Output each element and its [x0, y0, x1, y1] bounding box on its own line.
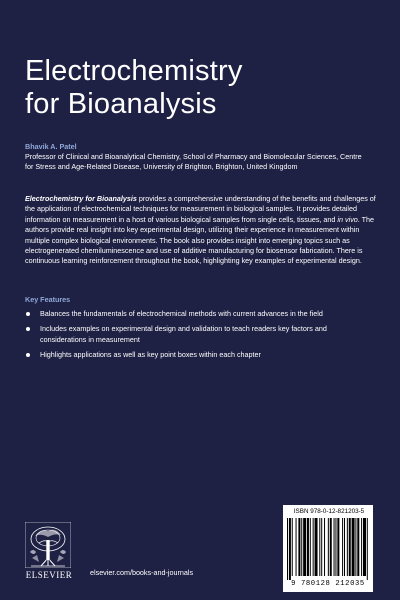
- barcode-bar: [363, 518, 366, 576]
- barcode-bar: [313, 518, 314, 576]
- barcode-bar: [303, 518, 306, 576]
- barcode-bar: [328, 518, 329, 576]
- key-feature-item: [25, 324, 370, 345]
- author-affiliation: Professor of Clinical and Bioanalytical Chemistry, School of Pharmacy and Biomolecular Sciences, Centre for Stress and Age-Related Disease, University of Brighton, Brighton, United Kingdom: [25, 152, 362, 171]
- key-features-list: [25, 309, 370, 366]
- key-feature-item: [25, 350, 370, 360]
- barcode-bar: [349, 518, 351, 576]
- barcode-bar: [342, 518, 343, 576]
- barcode-bar: [347, 518, 348, 576]
- barcode-icon: [287, 518, 369, 580]
- isbn-text: ISBN 978-0-12-821203-5: [293, 508, 365, 515]
- barcode-bar: [352, 518, 355, 576]
- barcode-bar: [344, 518, 345, 576]
- barcode-bar: [367, 518, 368, 580]
- publisher-name: ELSEVIER: [25, 570, 73, 580]
- barcode-bar: [361, 518, 362, 576]
- bullet-icon: [26, 312, 30, 316]
- barcode-bar: [287, 518, 288, 580]
- key-feature-text: Balances the fundamentals of electrochemical methods with current advances in the field: [40, 309, 323, 318]
- barcode-bar: [310, 518, 311, 576]
- book-title-line2: for Bioanalysis: [25, 88, 217, 120]
- barcode-bar: [334, 518, 335, 576]
- elsevier-tree-logo-icon: [25, 522, 71, 568]
- bullet-icon: [26, 353, 30, 357]
- barcode-bar: [292, 518, 293, 576]
- barcode-bar: [324, 518, 325, 576]
- barcode-bar: [315, 518, 318, 576]
- barcode-bar: [321, 518, 322, 576]
- barcode-bar: [319, 518, 320, 576]
- key-feature-text: Highlights applications as well as key point boxes within each chapter: [40, 350, 261, 360]
- key-feature-item: [25, 309, 370, 319]
- bullet-icon: [26, 327, 30, 331]
- author-name: Bhavik A. Patel: [25, 142, 77, 151]
- barcode-bar: [307, 518, 309, 576]
- description-part2: . The authors provide real insight into key experimental design, utilizing their experience in measurement within multiple complex biological environments. The book also provides insight into emerging topics such as electrogenerated chemiluminescence and use of additive manufacturing for biosensor fabrication. There is continuous learning reinforcement throughout the book, highlighting key examples of experimental design.: [25, 214, 375, 266]
- barcode-bar: [301, 518, 302, 576]
- barcode-bar: [337, 518, 339, 576]
- barcode-bar: [330, 518, 332, 576]
- barcode-panel: [283, 505, 373, 592]
- barcode-bar: [296, 518, 297, 576]
- publisher-url[interactable]: elsevier.com/books-and-journals: [90, 568, 194, 577]
- barcode-bar: [289, 518, 291, 580]
- book-title-line1: Electrochemistry: [25, 55, 243, 87]
- key-feature-text: Includes examples on experimental design and validation to teach readers key factors and considerations in measurement: [40, 324, 327, 344]
- book-title: [25, 55, 385, 121]
- key-features-heading: Key Features: [25, 295, 71, 304]
- barcode-bar: [357, 518, 359, 576]
- description-title: Electrochemistry for Bioanalysis: [25, 194, 137, 203]
- barcode-bar: [298, 518, 300, 576]
- book-description: [25, 194, 377, 267]
- barcode-digits: 9 780128 212035: [291, 580, 365, 588]
- description-in-vivo: in vivo: [337, 214, 358, 224]
- barcode-bar: [355, 518, 356, 576]
- barcode-bar: [335, 518, 336, 576]
- description-part1: provides a comprehensive understanding of the benefits and challenges of the application of electrochemical techniques for measurement in biological samples. It provides detailed information on measurement in a host of various biological samples from single cells, tissues, and: [25, 194, 376, 224]
